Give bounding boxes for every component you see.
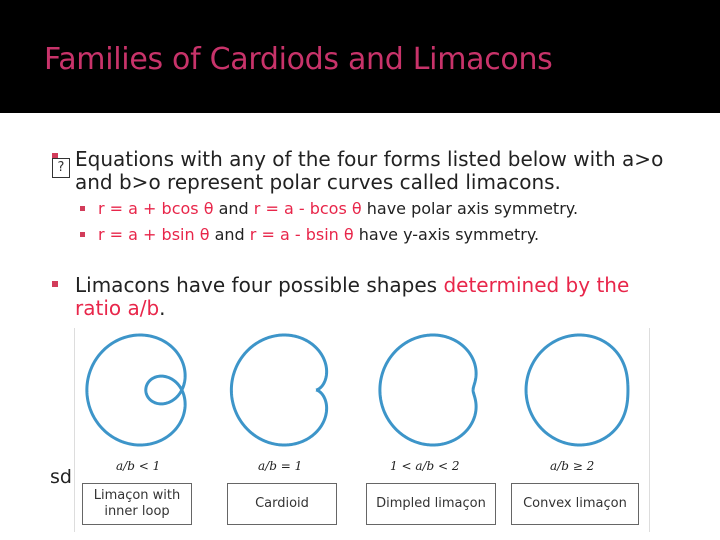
shapes-highlight: determined by the (443, 273, 630, 297)
bullet-marker (52, 281, 58, 287)
ratio-highlight: ratio a/b (75, 296, 160, 320)
caption-inner-loop: Limaçon with inner loop (82, 483, 192, 525)
ratio-label-2: a/b = 1 (258, 459, 303, 473)
equation-cos-minus: r = a - bcos θ (253, 199, 362, 218)
shapes-text: Limacons have four possible shapes (75, 273, 438, 297)
equation-sin-minus: r = a - bsin θ (249, 225, 354, 244)
cardioid-curve (219, 330, 339, 450)
caption-cardioid: Cardioid (227, 483, 337, 525)
ratio-label-4: a/b ≥ 2 (550, 459, 595, 473)
symmetry-text: have y-axis symmetry. (358, 225, 540, 244)
bullet-1-line-2: and b>o represent polar curves called limacons. (75, 170, 561, 194)
sub-bullet-marker (80, 232, 85, 237)
conjunction: and (218, 199, 249, 218)
caption-convex: Convex limaçon (511, 483, 639, 525)
equation-cos-plus: r = a + bcos θ (98, 199, 214, 218)
sub-bullet-2 (98, 225, 539, 245)
bullet-1-line-1: Equations with any of the four forms listed below with a>o (75, 147, 664, 171)
ratio-label-3: 1 < a/b < 2 (390, 459, 460, 473)
bullet-2-line-2 (75, 296, 166, 320)
limacon-inner-loop-curve (76, 330, 196, 450)
symmetry-text: have polar axis symmetry. (366, 199, 579, 218)
stray-text: sd (50, 466, 72, 488)
slide-title: Families of Cardiods and Limacons (44, 42, 553, 77)
conjunction: and (214, 225, 245, 244)
sub-bullet-marker (80, 206, 85, 211)
dimpled-limacon-curve (368, 330, 488, 450)
convex-limacon-curve (517, 330, 637, 450)
ratio-label-1: a/b < 1 (116, 459, 161, 473)
bullet-2-line-1 (75, 273, 629, 297)
equation-sin-plus: r = a + bsin θ (98, 225, 210, 244)
sub-bullet-1 (98, 199, 578, 219)
caption-dimpled: Dimpled limaçon (366, 483, 496, 525)
period: . (159, 296, 166, 320)
missing-glyph-icon: ? (52, 158, 70, 178)
